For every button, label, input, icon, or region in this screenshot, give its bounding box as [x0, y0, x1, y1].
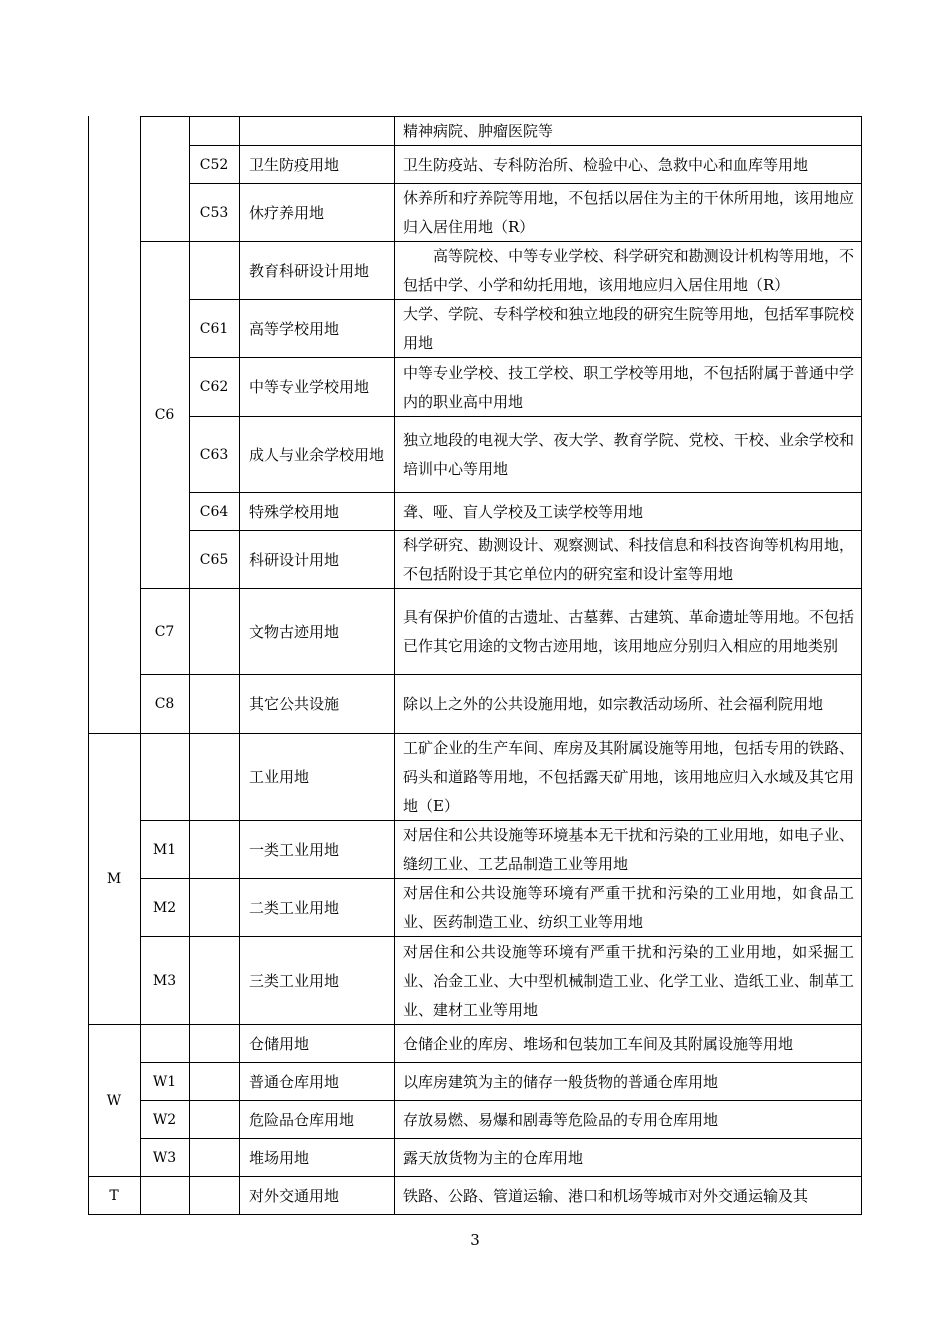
- table-row-name: 对外交通用地: [249, 1186, 340, 1205]
- table-row-name: 特殊学校用地: [249, 502, 340, 521]
- table-row-name: 其它公共设施: [249, 695, 340, 713]
- table-row-name: 文物古迹用地: [249, 622, 340, 641]
- table-row-desc: [394, 531, 862, 589]
- table-row-code: T: [109, 1187, 119, 1204]
- table-row-code: M2: [152, 899, 177, 916]
- table-row-code: C8: [154, 696, 175, 712]
- table-row-code: C53: [199, 204, 229, 221]
- desc-text: 大学、学院、专科学校和独立地段的研究生院等用地，包括军事院校用地: [403, 305, 854, 352]
- table-row-name: 仓储用地: [249, 1034, 310, 1053]
- table-row-code: C63: [199, 446, 229, 463]
- table-row-desc: [394, 821, 862, 879]
- table-row-desc: [394, 300, 862, 358]
- desc-text: 具有保护价值的古遗址、古墓葬、古建筑、革命遗址等用地。不包括已作其它用途的文物古迹用地，该用地应分别归入相应的用地类别: [403, 608, 854, 655]
- table-row-code: C64: [199, 503, 229, 520]
- desc-text: 高等院校、中等专业学校、科学研究和勘测设计机构等用地，不包括中学、小学和幼托用地，该用地应归入居住用地（R）: [403, 247, 854, 294]
- group-code-w: W: [106, 1092, 122, 1109]
- table-row-desc: [394, 937, 862, 1025]
- table-row-name: 危险品仓库用地: [249, 1110, 355, 1129]
- table-row-desc: 聋、哑、盲人学校及工读学校等用地: [403, 502, 644, 521]
- table-row-name: [239, 417, 394, 493]
- table-row-desc: [394, 589, 862, 675]
- desc-text: 对居住和公共设施等环境基本无干扰和污染的工业用地，如电子业、缝纫工业、工艺品制造工业等用地: [403, 826, 854, 873]
- table-row-desc: 精神病院、肿瘤医院等: [403, 122, 554, 140]
- desc-text: 独立地段的电视大学、夜大学、教育学院、党校、干校、业余学校和培训中心等用地: [403, 431, 854, 478]
- table-row-desc: [394, 242, 862, 300]
- desc-text: 除以上之外的公共设施用地，如宗教活动场所、社会福利院用地: [403, 695, 824, 713]
- table-row-name: 休疗养用地: [249, 203, 325, 222]
- table-row-name: 卫生防疫用地: [249, 155, 340, 174]
- table-row-code: C65: [199, 551, 229, 568]
- table-row-code: M1: [152, 841, 177, 858]
- table-row-code: C7: [154, 623, 175, 640]
- table-row-desc: 以库房建筑为主的储存一般货物的普通仓库用地: [403, 1072, 719, 1091]
- table-row-code: W1: [152, 1073, 177, 1090]
- table-row-name: 工业用地: [249, 768, 310, 786]
- table-row-name: 高等学校用地: [249, 319, 340, 338]
- desc-text: 休养所和疗养院等用地，不包括以居住为主的干休所用地，该用地应归入居住用地（R）: [403, 189, 854, 236]
- table-row-code: C61: [199, 320, 229, 337]
- table-row-desc: [394, 417, 862, 493]
- table-row-desc: 露天放货物为主的仓库用地: [403, 1148, 584, 1167]
- table-row-name: 科研设计用地: [249, 550, 340, 569]
- table-row-desc: [394, 879, 862, 937]
- table-row-desc: [394, 734, 862, 821]
- desc-text: 科学研究、勘测设计、观察测试、科技信息和科技咨询等机构用地，不包括附设于其它单位内的研究室和设计室等用地: [403, 536, 854, 583]
- table-row-desc: 卫生防疫站、专科防治所、检验中心、急救中心和血库等用地: [403, 155, 809, 174]
- table-row-desc: 铁路、公路、管道运输、港口和机场等城市对外交通运输及其: [403, 1186, 809, 1205]
- table-row-name: 堆场用地: [249, 1148, 310, 1167]
- table-row-desc: [394, 358, 862, 417]
- table-row-desc: 仓储企业的库房、堆场和包装加工车间及其附属设施等用地: [403, 1034, 794, 1053]
- desc-text: 中等专业学校、技工学校、职工学校等用地，不包括附属于普通中学内的职业高中用地: [403, 363, 854, 411]
- table-row-desc: [394, 184, 862, 242]
- page-number: 3: [470, 1231, 480, 1249]
- table-row-code: M3: [152, 972, 177, 989]
- name-text: 成人与业余学校用地: [249, 446, 385, 464]
- table-row-code: W2: [152, 1111, 177, 1128]
- table-row-code: C52: [199, 156, 229, 173]
- table-row-name: 教育科研设计用地: [249, 261, 370, 280]
- table-row-code: C62: [199, 379, 229, 395]
- desc-text: 对居住和公共设施等环境有严重干扰和污染的工业用地，如采掘工业、冶金工业、大中型机械制造工业、化学工业、造纸工业、制革工业、建材工业等用地: [403, 942, 854, 1019]
- group-code-m: M: [106, 871, 122, 887]
- desc-text: 对居住和公共设施等环境有严重干扰和污染的工业用地，如食品工业、医药制造工业、纺织工业等用地: [403, 884, 854, 931]
- group-code-c6: C6: [154, 407, 175, 423]
- table-row-name: 普通仓库用地: [249, 1072, 340, 1091]
- table-row-name: 三类工业用地: [249, 971, 340, 990]
- table-row-name: 一类工业用地: [249, 840, 340, 859]
- desc-text: 工矿企业的生产车间、库房及其附属设施等用地，包括专用的铁路、码头和道路等用地，不包括露天矿用地，该用地应归入水域及其它用地（E）: [403, 739, 854, 815]
- table-row-desc: [394, 675, 862, 734]
- table-row-name: 中等专业学校用地: [249, 378, 370, 396]
- table-row-code: W3: [152, 1149, 177, 1166]
- table-row-desc: 存放易燃、易爆和剧毒等危险品的专用仓库用地: [403, 1110, 719, 1129]
- table-row-name: 二类工业用地: [249, 898, 340, 917]
